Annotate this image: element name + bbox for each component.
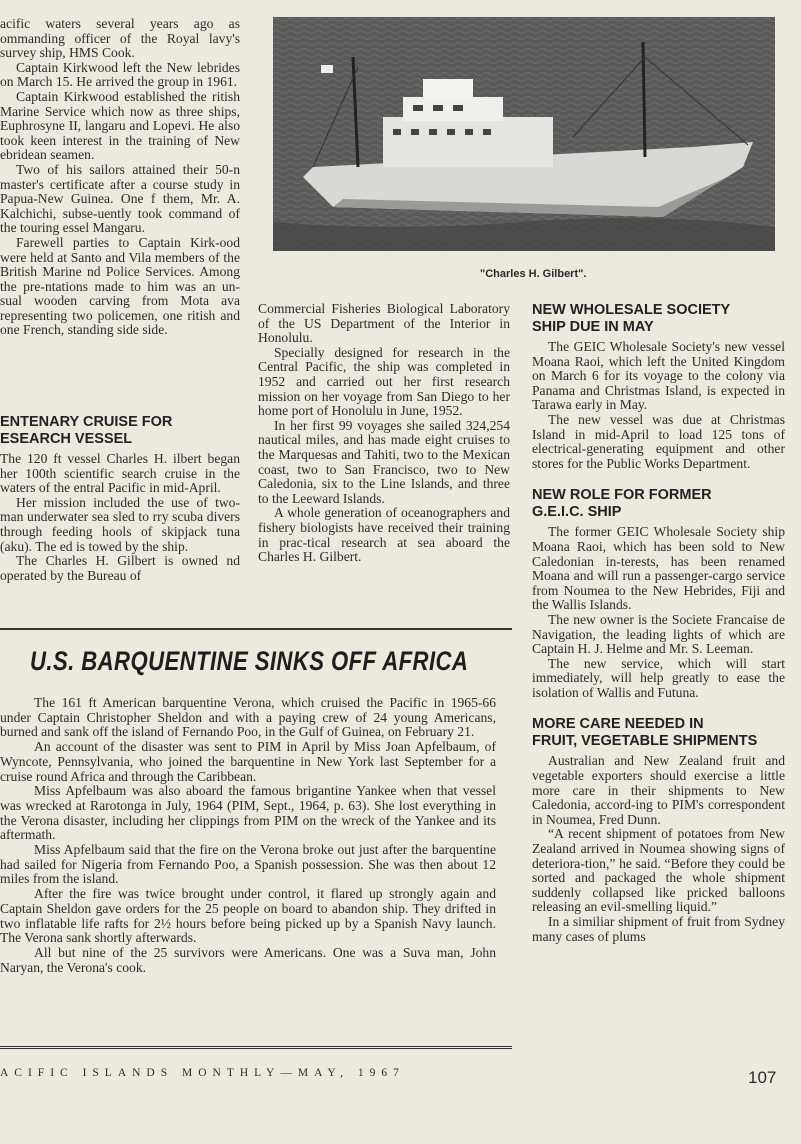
right-column (532, 302, 785, 944)
paragraph: Captain Kirkwood established the ritish Marine Service which now as three ships, Euphrosyne II, langaru and Lopevi. He also took keen interest in the training of New ebridean seamen. (0, 88, 240, 163)
photo-caption: "Charles H. Gilbert". (480, 268, 587, 280)
page-number: 107 (748, 1068, 777, 1087)
paragraph: Australian and New Zealand fruit and vegetable exporters should exercise a little more care in their shipments to New Caledonia, accord-ing to PIM's correspondent in Noumea, Fred Dunn. (532, 753, 785, 827)
paragraph: The new vessel was due at Christmas Island in mid-April to load 125 tons of electrical-generating equipment and other stores for the Public Works Department. (532, 411, 785, 471)
paragraph: Miss Apfelbaum said that the fire on the Verona broke out just after the barquentine had sailed for Nigeria from Fernando Poo, a Spanish possession. She was then about 12 miles from the island. (0, 842, 496, 887)
left-column-top (0, 17, 240, 338)
paragraph: Specially designed for research in the Central Pacific, the ship was completed in 1952 and carried out her first research mission on her voyage from San Diego to her home port of Honolulu in June, 1952. (258, 344, 510, 419)
paragraph: The 161 ft American barquentine Verona, which cruised the Pacific in 1965-66 under Captain Christopher Sheldon and with a paying crew of 24 young Americans, burned and sank off the island of Fernando Poo, in the Gulf of Guinea, on February 21. (0, 695, 496, 740)
paragraph: The Charles H. Gilbert is owned nd operated by the Bureau of (0, 553, 240, 583)
paragraph: “A recent shipment of potatoes from New Zealand arrived in Noumea showing signs of deteriora-tion,” he said. “Before they could be sorted and packaged the whole shipment suddenly collapsed like pricked balloons releasing an evil-smelling liquid.” (532, 826, 785, 915)
paragraph: The new service, which will start immediately, will help greatly to ease the isolation of Wallis and Futuna. (532, 655, 785, 700)
paragraph: Farewell parties to Captain Kirk-ood were held at Santo and Vila members of the British Marine nd Police Services. Among the pre-ntations made to him was an un-sual wooden carving from Mota ava representing two policemen, one ritish and one French, standing side side. (0, 234, 240, 338)
centenary-left (0, 414, 240, 583)
section-heading: ENTENARY CRUISE FOR ESEARCH VESSEL (0, 414, 173, 447)
paragraph: After the fire was twice brought under control, it flared up strongly again and Captain Sheldon gave orders for the 25 people on board to abandon ship. They drifted in two inflatable life rafts for 2½ hours before being picked up by a Spanish Navy launch. The Verona sank shortly afterwards. (0, 886, 496, 946)
barquentine-story (0, 696, 496, 975)
paragraph: In her first 99 voyages she sailed 324,254 nautical miles, and has made eight cruises to the Marquesas and Tahiti, two to the Mexican coast, two to San Francisco, two to New Caledonia, six to the Line Islands, and three to the Leeward Islands. (258, 417, 510, 506)
paragraph: The former GEIC Wholesale Society ship Moana Raoi, which has been sold to New Caledonian in-terests, has been renamed Moana and will run a passenger-cargo service from Noumea to the New Hebrides, Fiji and the Wallis Islands. (532, 524, 785, 613)
ship-photo (273, 17, 775, 251)
paragraph: In a similiar shipment of fruit from Sydney many cases of plums (532, 914, 785, 944)
ship-icon (273, 17, 775, 251)
divider (0, 1046, 512, 1049)
paragraph: A whole generation of oceanographers and fishery biologists have received their training in prac-tical research at sea aboard the Charles H. Gilbert. (258, 505, 510, 565)
paragraph: Commercial Fisheries Biological Laboratory of the US Department of the Interior in Honolulu. (258, 301, 510, 346)
paragraph: An account of the disaster was sent to PIM in April by Miss Joan Apfelbaum, of Wyncote, Pennsylvania, who joined the barquentine in New York last September for a cruise round Africa and through the Caribbean. (0, 739, 496, 784)
centenary-middle (258, 302, 510, 565)
paragraph: The 120 ft vessel Charles H. ilbert began her 100th scientific search cruise in the waters of the entral Pacific in mid-April. (0, 451, 240, 496)
paragraph: All but nine of the 25 survivors were Americans. One was a Suva man, John Naryan, the Verona's cook. (0, 944, 496, 975)
section-heading: MORE CARE NEEDED IN FRUIT, VEGETABLE SHIPMENTS (532, 716, 758, 750)
running-footer: ACIFIC ISLANDS MONTHLY—MAY, 1967 (0, 1067, 405, 1079)
paragraph: Captain Kirkwood left the New lebrides on March 15. He arrived the group in 1961. (0, 59, 240, 90)
headline: U.S. BARQUENTINE SINKS OFF AFRICA (30, 646, 469, 676)
section-heading: NEW ROLE FOR FORMER G.E.I.C. SHIP (532, 487, 712, 521)
paragraph: Miss Apfelbaum was also aboard the famous brigantine Yankee when that vessel was wrecked at Rarotonga in July, 1964 (PIM, Sept., 1964, p. 63). She lost everything in the Verona disaster, including her clippings from PIM on the wreck of the Yankee and its aftermath. (0, 783, 496, 843)
paragraph: The GEIC Wholesale Society's new vessel Moana Raoi, which left the United Kingdom on March 6 for its voyage to the colony via Panama and Christmas Island, is expected in Tarawa early in May. (532, 339, 785, 413)
paragraph: acific waters several years ago as ommanding officer of the Royal lavy's survey ship, HMS Cook. (0, 16, 240, 61)
section-heading: NEW WHOLESALE SOCIETY SHIP DUE IN MAY (532, 302, 731, 335)
paragraph: Two of his sailors attained their 50-n master's certificate after a course study in Papua-New Guinea. One f them, Mr. A. Kalchichi, subse-uently took command of the touring essel Mangaru. (0, 161, 240, 236)
paragraph: Her mission included the use of two-man underwater sea sled to rry scuba divers through feeding hools of skipjack tuna (aku). The ed is towed by the ship. (0, 494, 240, 554)
divider (0, 628, 512, 630)
paragraph: The new owner is the Societe Francaise de Navigation, the leading lights of which are Captain H. J. Helme and Mr. S. Leeman. (532, 611, 785, 657)
